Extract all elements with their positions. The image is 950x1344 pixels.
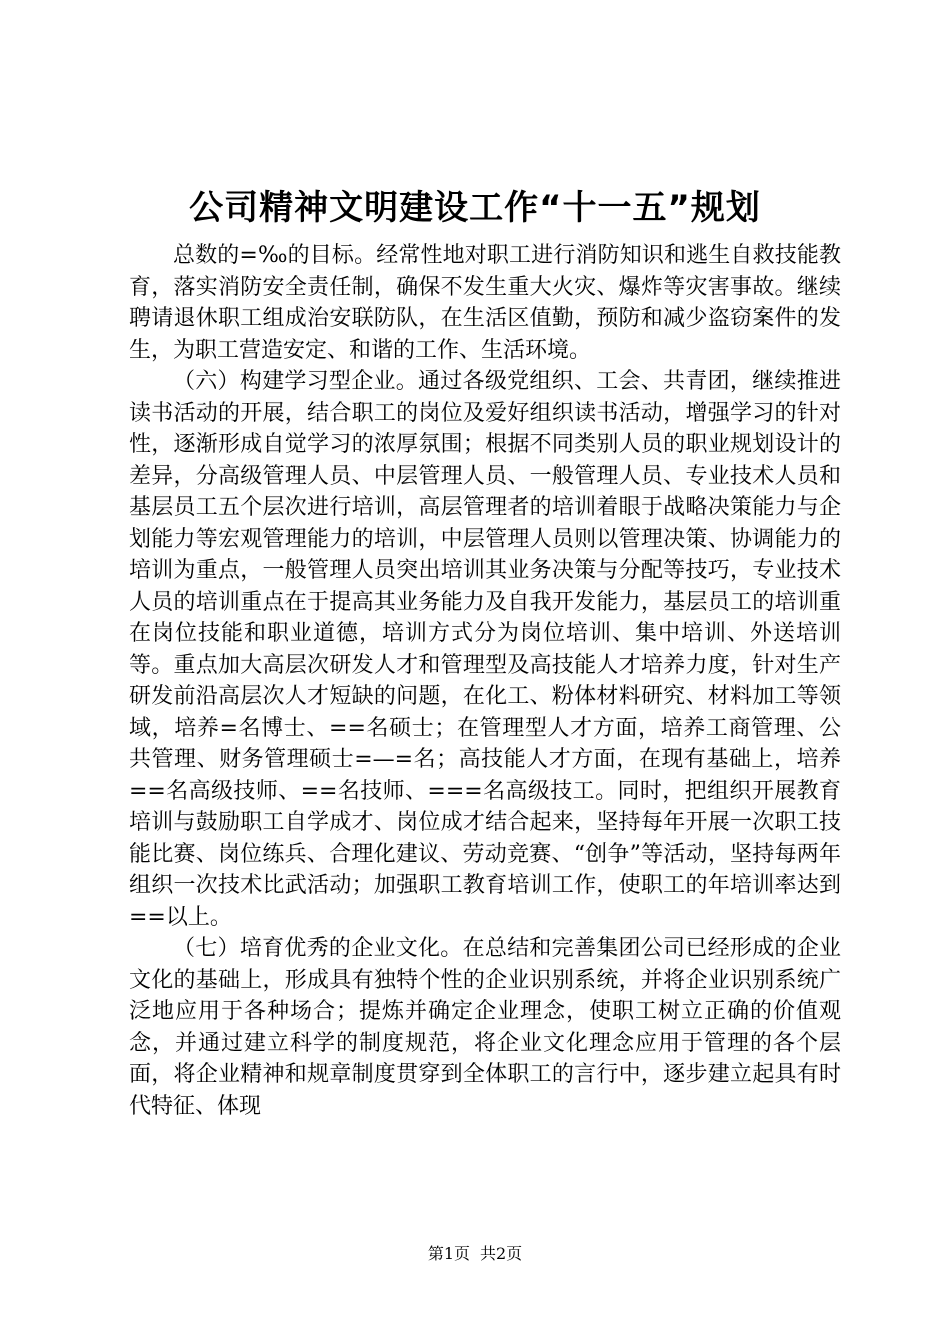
paragraph-1: 总数的=‰的目标。经常性地对职工进行消防知识和逃生自救技能教育，落实消防安全责任制，确保不发生重大火灾、爆炸等灾害事故。继续聘请退休职工组成治安联防队，在生活区值勤，预防和减少盗窃案件的发生，为职工营造安定、和谐的工作、生活环境。 xyxy=(129,243,841,363)
paragraph-3: （七）培育优秀的企业文化。在总结和完善集团公司已经形成的企业文化的基础上，形成具有独特个性的企业识别系统，并将企业识别系统广泛地应用于各种场合；提炼并确定企业理念，使职工树立正确的价值观念，并通过建立科学的制度规范，将企业文化理念应用于管理的各个层面，将企业精神和规章制度贯穿到全体职工的言行中，逐步建立起具有时代特征、体现 xyxy=(129,936,841,1119)
page-total: 共2页 xyxy=(480,1244,523,1263)
page-number: 第1页 xyxy=(427,1244,470,1263)
document-body xyxy=(129,240,841,1122)
paragraph-2: （六）构建学习型企业。通过各级党组织、工会、共青团，继续推进读书活动的开展，结合职工的岗位及爱好组织读书活动，增强学习的针对性，逐渐形成自觉学习的浓厚氛围；根据不同类别人员的职业规划设计的差异，分高级管理人员、中层管理人员、一般管理人员、专业技术人员和基层员工五个层次进行培训，高层管理者的培训着眼于战略决策能力与企划能力等宏观管理能力的培训，中层管理人员则以管理决策、协调能力的培训为重点，一般管理人员突出培训其业务决策与分配等技巧，专业技术人员的培训重点在于提高其业务能力及自我开发能力，基层员工的培训重在岗位技能和职业道德，培训方式分为岗位培训、集中培训、外送培训等。重点加大高层次研发人才和管理型及高技能人才培养力度，针对生产研发前沿高层次人才短缺的问题，在化工、粉体材料研究、材料加工等领域，培养=名博士、==名硕士；在管理型人才方面，培养工商管理、公共管理、财务管理硕士=—=名；高技能人才方面，在现有基础上，培养==名高级技师、==名技师、===名高级技工。同时，把组织开展教育培训与鼓励职工自学成才、岗位成才结合起来，坚持每年开展一次职工技能比赛、岗位练兵、合理化建议、劳动竞赛、“创争”等活动，坚持每两年组织一次技术比武活动；加强职工教育培训工作，使职工的年培训率达到==以上。 xyxy=(129,369,841,930)
page-footer xyxy=(0,1242,950,1266)
document-title: 公司精神文明建设工作“十一五”规划 xyxy=(189,188,761,228)
